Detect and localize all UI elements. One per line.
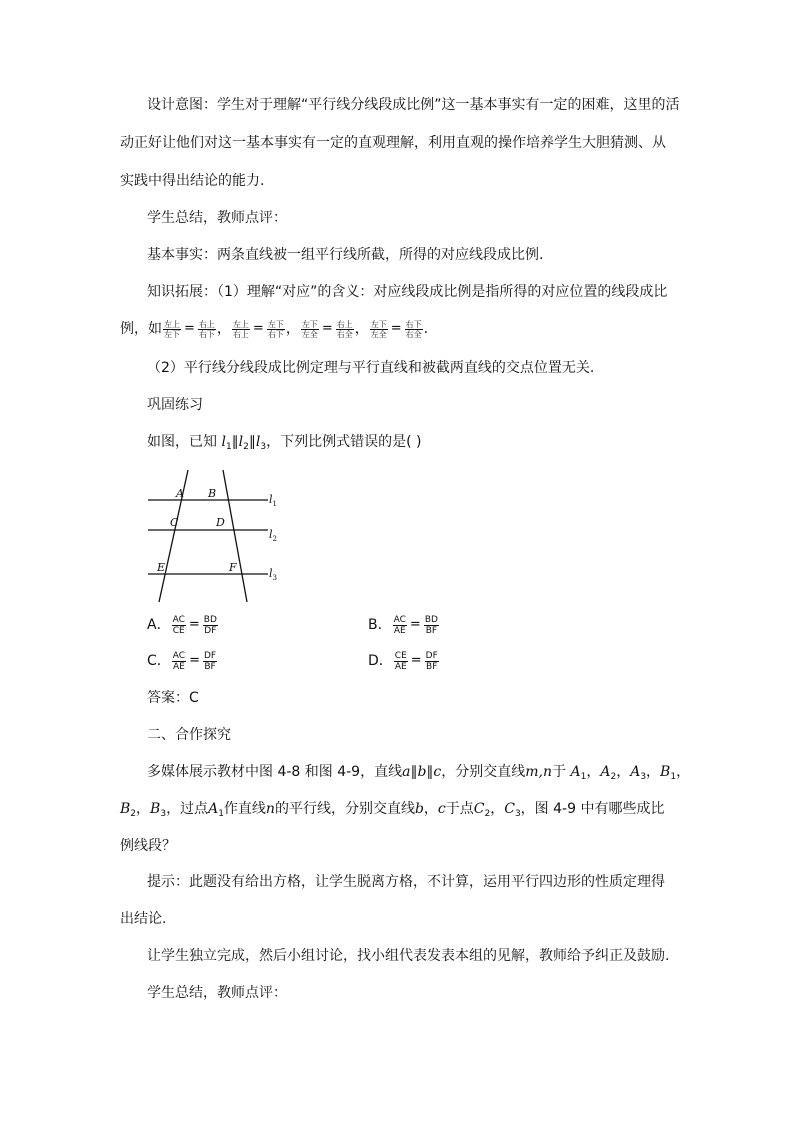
option-a: A． $\frac{AC}{CE}$ = $\frac{BD}{DF}$ <box>147 614 217 636</box>
multimedia-line-3: 例线段？ <box>120 838 176 854</box>
section-2-heading: 二、合作探究 <box>147 727 231 743</box>
knowledge-extension-line-1: 知识拓展：（1）理解“对应”的含义：对应线段成比例是指所得的对应位置的线段成比 <box>147 284 668 300</box>
student-summary-2: 学生总结，教师点评： <box>147 985 287 1001</box>
label-l2: $l_2$ <box>269 528 277 543</box>
group-discussion: 让学生独立完成，然后小组讨论，找小组代表发表本组的见解，教师给予纠正及鼓励. <box>147 948 670 964</box>
point-B: B <box>208 487 217 500</box>
label-l3: $l_3$ <box>269 567 277 582</box>
point-E: E <box>157 561 166 574</box>
ext-prefix: 例，如 <box>120 321 162 337</box>
ratio-4b: $\frac{\text{右下}}{\text{右全}}$ <box>405 319 422 339</box>
multimedia-line-1: 多媒体展示教材中图 4-8 和图 4-9，直线a∥b∥c，分别交直线m,n于 $A_1$，$A_2$，$A_3$，$B_1$， <box>147 764 691 782</box>
option-b: B． $\frac{AC}{AE}$ = $\frac{BD}{BF}$ <box>368 614 438 636</box>
basic-fact: 基本事实：两条直线被一组平行线所截，所得的对应线段成比例. <box>147 247 544 263</box>
parallel-lines-figure <box>140 468 290 608</box>
point-D: D <box>216 516 225 529</box>
ratio-3a: $\frac{\text{左下}}{\text{左全}}$ <box>301 319 318 339</box>
ratio-3b: $\frac{\text{右上}}{\text{右全}}$ <box>336 319 353 339</box>
ratio-1a: $\frac{\text{左上}}{\text{左下}}$ <box>164 319 180 339</box>
design-intent-line-2: 动正好让他们对这一基本事实有一定的直观理解，利用直观的操作培养学生大胆猜测、从 <box>120 135 666 151</box>
option-d: D． $\frac{CE}{AE}$ = $\frac{DF}{BF}$ <box>368 650 438 672</box>
point-A: A <box>176 487 184 500</box>
hint-line-1: 提示：此题没有给出方格，让学生脱离方格，不计算，运用平行四边形的性质定理得 <box>147 874 665 890</box>
knowledge-extension-2: （2）平行线分线段成比例定理与平行直线和被截两直线的交点位置无关. <box>147 360 595 376</box>
ratio-2b: $\frac{\text{左下}}{\text{右下}}$ <box>267 319 284 339</box>
ratio-2a: $\frac{\text{左上}}{\text{右上}}$ <box>232 319 249 339</box>
label-l1: $l_1$ <box>269 493 277 508</box>
hint-line-2: 出结论. <box>120 911 167 927</box>
question-stem: 如图，已知 $l_1\parallel l_2\parallel l_3$，下列比例式错误的是( ) <box>147 434 422 452</box>
multimedia-line-2: $B_2$，$B_3$，过点$A_1$作直线n的平行线，分别交直线b，c于点$C_2$，$C_3$，图 4-9 中有哪些成比 <box>120 801 665 819</box>
point-F: F <box>229 561 237 574</box>
student-summary-1: 学生总结，教师点评： <box>147 210 287 226</box>
practice-heading: 巩固练习 <box>147 397 203 413</box>
ratio-1b: $\frac{\text{右上}}{\text{右下}}$ <box>198 319 215 339</box>
design-intent-line-3: 实践中得出结论的能力. <box>120 173 265 189</box>
knowledge-extension-line-2: 例，如 $\frac{\text{左上}}{\text{左下}}$ = $\frac{\text{右上}}{\text{右下}}$ ， $\frac{\text{左上}}{\text{右上}}$ = $\frac{\text{左下}}{\text{右下}}$ ， $\frac{\text{左下}}{\text{左全}}$ = $\frac{\text{右上}}{\text{右全}}$ ， $\frac{\text{左下}}{\text{左全}}$ = $\frac{\text{右下}}{\text{右全}}$ . <box>120 319 429 339</box>
transversal-right <box>223 470 247 602</box>
design-intent-line-1: 设计意图：学生对于理解“平行线分线段成比例”这一基本事实有一定的困难，这里的活 <box>147 97 680 113</box>
option-c: C． $\frac{AC}{AE}$ = $\frac{DF}{BF}$ <box>147 650 217 672</box>
point-C: C <box>170 516 179 529</box>
answer: 答案：C <box>147 690 199 706</box>
ratio-4a: $\frac{\text{左下}}{\text{左全}}$ <box>370 319 387 339</box>
